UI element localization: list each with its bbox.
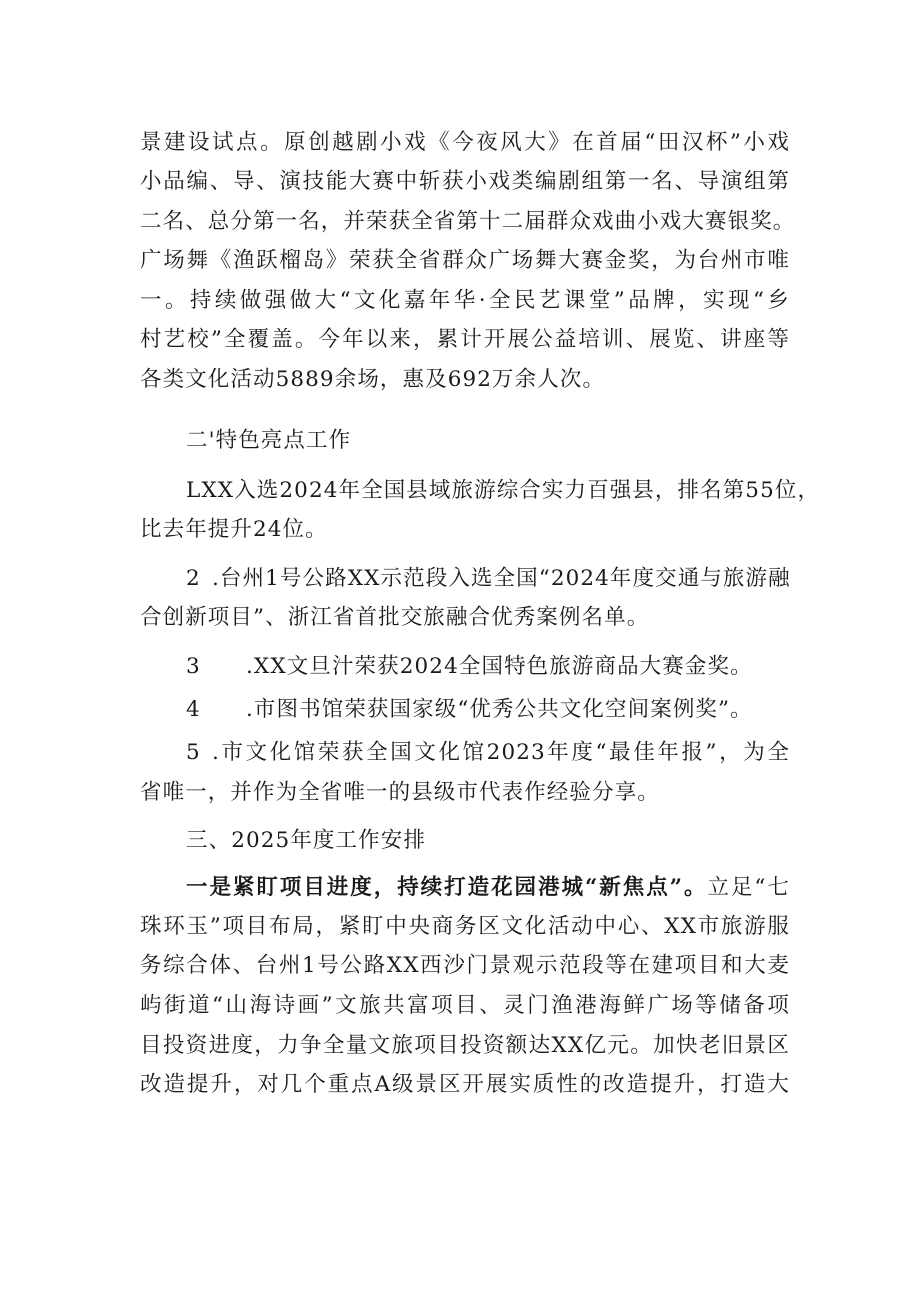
list-item-line: 合创新项目”、浙江省首批交旅融合优秀案例名单。 [140, 605, 650, 630]
paragraph-line: 改造提升，对几个重点A级景区开展实质性的改造提升，打造大 [140, 1072, 790, 1097]
paragraph-line: 屿街道“山海诗画”文旅共富项目、灵门渔港海鲜广场等储备项 [140, 993, 790, 1018]
paragraph-line: 珠环玉”项目布局，紧盯中央商务区文化活动中心、XX市旅游服 [140, 914, 790, 939]
list-item-line: .XX文旦汁荣获2024全国特色旅游商品大赛金奖。 [246, 654, 753, 679]
paragraph-line: 小品编、导、演技能大赛中斩获小戏类编剧组第一名、导演组第 [140, 169, 790, 194]
paragraph-line: 景建设试点。原创越剧小戏《今夜风大》在首届“田汉杯”小戏 [140, 130, 790, 155]
paragraph-line: 目投资进度，力争全量文旅项目投资额达XX亿元。加快老旧景区 [140, 1033, 790, 1058]
lead-sentence: 一是紧盯项目进度，持续打造花园港城“新焦点”。 [186, 875, 708, 900]
list-item-number: 4 [186, 697, 201, 722]
paragraph-line: 各类文化活动5889余场，惠及692万余人次。 [140, 367, 606, 392]
list-item-line: .台州1号公路XX示范段入选全国“2024年度交通与旅游融 [212, 566, 791, 591]
list-item-line: 省唯一，并作为全省唯一的县级市代表作经验分享。 [140, 780, 660, 805]
list-item-line: .市文化馆荣获全国文化馆2023年度“最佳年报”，为全 [212, 740, 790, 765]
list-item-line: LXX入选2024年全国县域旅游综合实力百强县，排名第55位， [186, 478, 821, 503]
paragraph-line [186, 871, 790, 905]
paragraph-line: 务综合体、台州1号公路XX西沙门景观示范段等在建项目和大麦 [140, 953, 790, 978]
section-heading: 二'特色亮点工作 [186, 428, 352, 453]
list-item-number: 5 [186, 740, 201, 765]
lead-continuation: 立足“七 [707, 875, 790, 900]
paragraph-line: 一。持续做强做大“文化嘉年华·全民艺课堂”品牌，实现“乡 [140, 288, 790, 313]
paragraph-line: 二名、总分第一名，并荣获全省第十二届群众戏曲小戏大赛银奖。 [140, 209, 796, 234]
list-item-number: 3 [186, 654, 201, 679]
list-item-number: 2 [186, 566, 201, 591]
section-heading: 三、2025年度工作安排 [186, 828, 426, 853]
paragraph-line: 广场舞《渔跃榴岛》荣获全省群众广场舞大赛金奖，为台州市唯 [140, 248, 790, 273]
list-item-line: 比去年提升24位。 [140, 517, 328, 542]
paragraph-line: 村艺校”全覆盖。今年以来，累计开展公益培训、展览、讲座等 [140, 327, 790, 352]
list-item-line: .市图书馆荣获国家级“优秀公共文化空间案例奖”。 [246, 697, 753, 722]
